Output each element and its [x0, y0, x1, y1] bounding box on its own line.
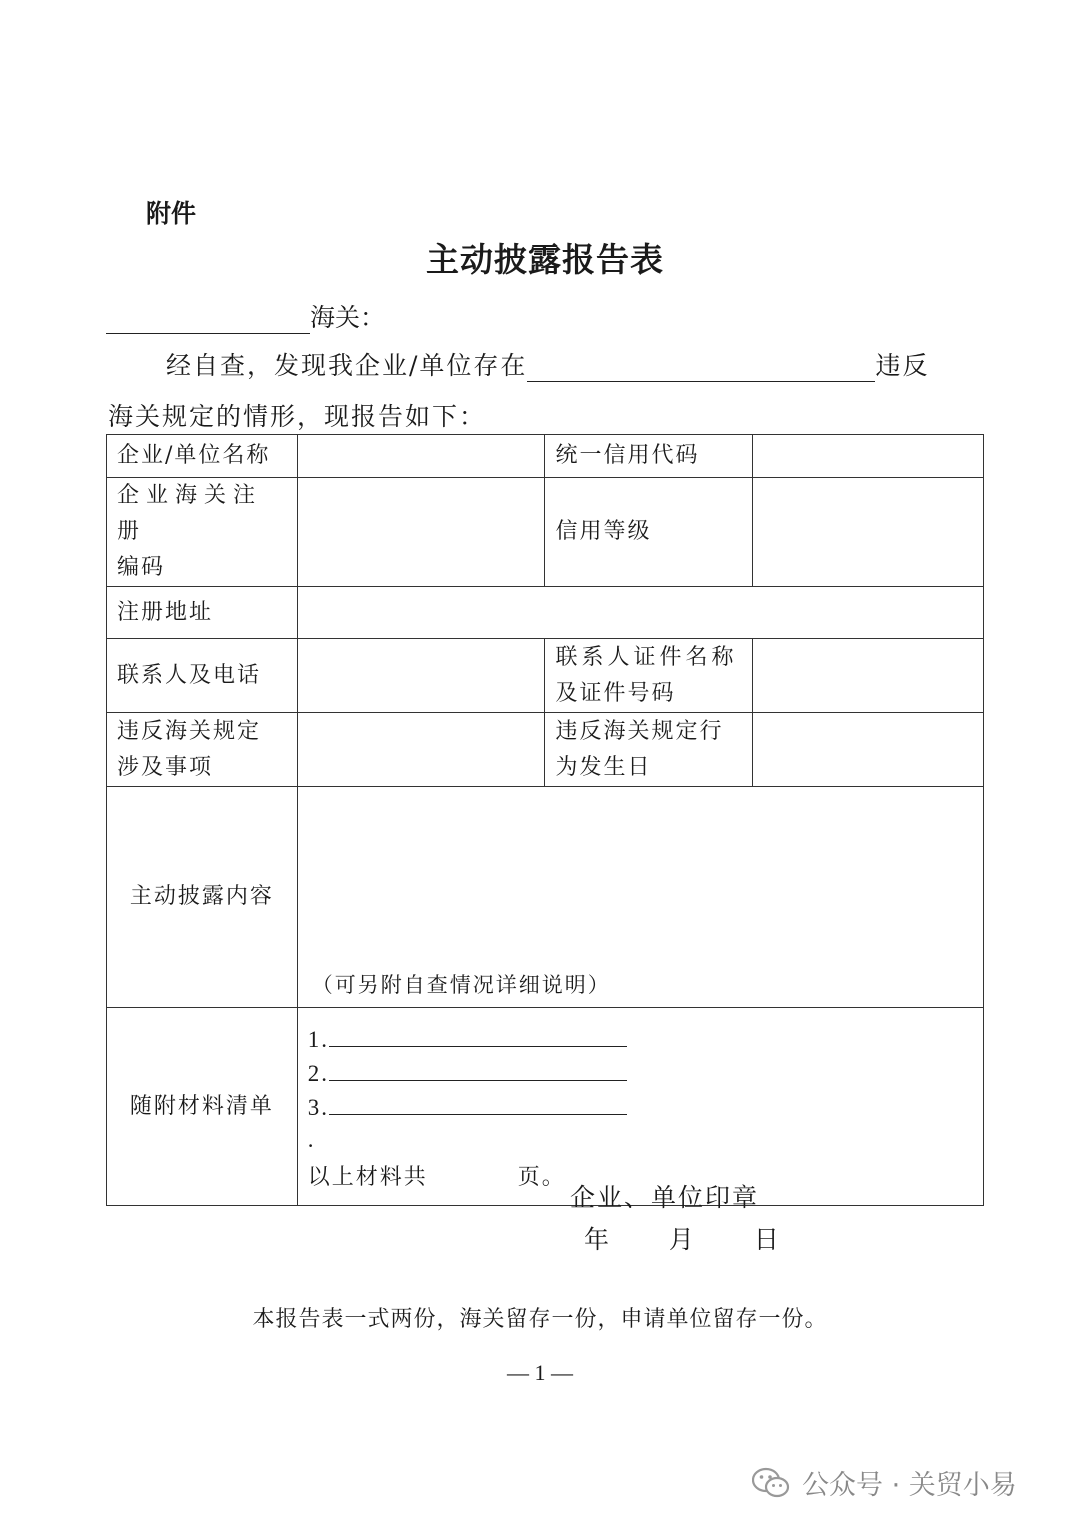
violation-situation-blank[interactable] — [527, 351, 875, 382]
list-item — [308, 1056, 973, 1090]
list-item — [308, 1022, 973, 1056]
credit-level-label: 信用等级 — [545, 478, 753, 587]
disclosure-label: 主动披露内容 — [107, 787, 298, 1008]
table-row — [107, 787, 984, 1008]
contact-field[interactable] — [297, 639, 545, 713]
disclosure-note: （可另附自查情况详细说明） — [311, 973, 611, 997]
date-year: 年 — [584, 1225, 610, 1254]
credit-code-field[interactable] — [753, 435, 984, 478]
footer-note: 本报告表一式两份，海关留存一份，申请单位留存一份。 — [252, 1307, 828, 1332]
table-row — [107, 478, 984, 587]
contact-id-label-line2: 及证件号码 — [555, 680, 676, 706]
intro-after-blank: 违反 — [875, 351, 930, 380]
disclosure-content-field[interactable] — [297, 787, 983, 1008]
date-day: 日 — [753, 1225, 779, 1254]
table-row — [107, 713, 984, 787]
contact-label: 联系人及电话 — [107, 639, 298, 713]
materials-label: 随附材料清单 — [107, 1008, 298, 1206]
salutation-line — [106, 298, 385, 334]
violation-items-label-line2: 涉及事项 — [117, 754, 214, 780]
violation-items-label — [107, 713, 298, 787]
material-item-number: 3. — [307, 1095, 329, 1120]
signature-date — [584, 1220, 779, 1256]
list-ellipsis: . — [307, 1127, 316, 1152]
page-title: 主动披露报告表 — [426, 240, 664, 279]
customs-reg-label — [107, 478, 298, 587]
contact-id-field[interactable] — [753, 639, 984, 713]
table-row — [107, 639, 984, 713]
watermark-text: 公众号 · 关贸小易 — [802, 1470, 1017, 1501]
customs-name-blank[interactable] — [106, 303, 310, 334]
material-item-number: 2. — [307, 1061, 329, 1086]
material-item-blank[interactable] — [329, 1090, 627, 1115]
wechat-icon — [752, 1467, 790, 1499]
list-item — [308, 1090, 973, 1124]
violation-date-label — [545, 713, 753, 787]
material-item-blank[interactable] — [329, 1056, 627, 1081]
watermark — [752, 1463, 1017, 1502]
credit-level-field[interactable] — [753, 478, 984, 587]
page-number: — 1 — — [507, 1360, 573, 1385]
intro-second-line: 海关规定的情形，现报告如下： — [108, 402, 487, 431]
reg-address-field[interactable] — [297, 587, 983, 639]
credit-code-label: 统一信用代码 — [545, 435, 753, 478]
customs-reg-field[interactable] — [297, 478, 545, 587]
customs-reg-label-line1: 企业海关注册 — [117, 483, 263, 544]
material-item-number: 1. — [307, 1027, 329, 1052]
violation-date-label-line2: 为发生日 — [555, 754, 652, 780]
violation-date-label-line1: 违反海关规定行 — [555, 718, 724, 744]
material-item-blank[interactable] — [329, 1022, 627, 1047]
materials-total-suffix: 页。 — [517, 1165, 566, 1190]
table-row — [107, 587, 984, 639]
contact-id-label — [545, 639, 753, 713]
violation-date-field[interactable] — [753, 713, 984, 787]
seal-label: 企业、单位印章 — [570, 1183, 760, 1212]
disclosure-form-table — [106, 434, 984, 1206]
date-month: 月 — [668, 1225, 694, 1254]
company-name-label: 企业/单位名称 — [107, 435, 298, 478]
violation-items-label-line1: 违反海关规定 — [117, 718, 262, 744]
reg-address-label: 注册地址 — [107, 587, 298, 639]
violation-items-field[interactable] — [297, 713, 545, 787]
table-row — [107, 1008, 984, 1206]
company-name-field[interactable] — [297, 435, 545, 478]
materials-list — [308, 1008, 973, 1194]
contact-id-label-line1: 联系人证件名称 — [555, 644, 738, 670]
attachment-label: 附件 — [146, 199, 197, 228]
intro-before-blank: 经自查，发现我企业/单位存在 — [166, 351, 528, 380]
materials-list-field — [297, 1008, 983, 1206]
materials-total-prefix: 以上材料共 — [307, 1165, 428, 1190]
table-row — [107, 435, 984, 478]
customs-suffix: 海关： — [310, 303, 386, 332]
customs-reg-label-line2: 编码 — [117, 555, 166, 580]
intro-line — [166, 346, 929, 382]
